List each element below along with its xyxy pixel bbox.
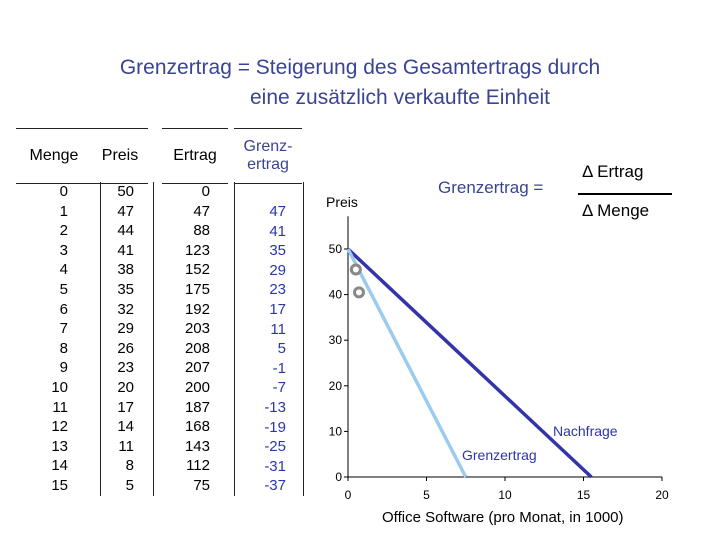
cell-ertrag: 0	[201, 183, 210, 200]
cell-menge: 2	[59, 222, 68, 240]
cell-grenzertrag: 29	[269, 261, 286, 279]
cell-menge: 9	[59, 359, 68, 377]
header-grenzertrag-line1: Grenz-	[243, 138, 293, 155]
cell-preis: 14	[117, 418, 134, 436]
cell-grenzertrag: 35	[269, 242, 286, 260]
cell-ertrag: 187	[184, 398, 210, 416]
slide-title-line1: Grenzertrag = Steigerung des Gesamtertrags durch	[119, 56, 601, 79]
cell-ertrag: 175	[184, 280, 210, 298]
cell-preis: 41	[117, 241, 134, 259]
cell-menge: 10	[51, 378, 68, 396]
cell-ertrag: 200	[184, 378, 210, 396]
formula-label: Grenzertrag =	[438, 178, 544, 197]
cell-menge: 7	[59, 320, 68, 338]
cell-menge: 6	[59, 300, 68, 318]
cell-grenzertrag: 5	[277, 340, 286, 358]
y-tick-label: 50	[328, 242, 342, 256]
slide-title-line2: eine zusätzlich verkaufte Einheit	[250, 86, 550, 109]
cell-menge: 15	[51, 476, 68, 494]
cell-preis: 47	[117, 202, 134, 220]
cell-preis: 20	[117, 378, 134, 396]
cell-preis: 23	[117, 359, 134, 377]
x-tick-label: 0	[344, 488, 352, 502]
x-tick-label: 5	[423, 488, 430, 502]
cell-preis: 5	[125, 476, 134, 494]
series-label-nachfrage: Nachfrage	[553, 423, 618, 439]
cell-preis: 38	[117, 261, 134, 279]
cell-menge: 13	[51, 437, 68, 455]
cell-menge: 0	[59, 183, 68, 200]
cell-grenzertrag: -7	[272, 379, 286, 397]
cell-preis: 11	[118, 437, 134, 455]
cell-grenzertrag: 17	[269, 300, 286, 318]
cell-grenzertrag: 47	[269, 203, 286, 220]
header-ertrag: Ertrag	[162, 128, 228, 184]
cell-ertrag: 123	[184, 241, 210, 259]
y-tick-label: 10	[328, 424, 342, 439]
cell-preis: 17	[117, 398, 134, 416]
x-tick-label: 20	[655, 488, 669, 502]
cell-grenzertrag: -31	[264, 457, 286, 475]
cell-menge: 8	[59, 339, 68, 357]
x-tick-label: 10	[498, 488, 512, 502]
nachfrage-line	[348, 249, 591, 477]
y-tick-label: 20	[328, 378, 342, 393]
cell-menge: 12	[51, 418, 68, 436]
grenzertrag-line	[348, 249, 466, 477]
cell-grenzertrag: -25	[264, 438, 286, 456]
cell-preis: 44	[117, 222, 134, 240]
cell-menge: 3	[59, 241, 68, 259]
cell-grenzertrag: -1	[272, 359, 286, 377]
formula-denominator: Δ Menge	[582, 201, 650, 220]
cell-ertrag: 208	[184, 339, 210, 357]
cell-grenzertrag: -19	[264, 418, 286, 436]
cell-preis: 50	[117, 183, 134, 200]
header-grenzertrag-line2: ertrag	[247, 156, 289, 173]
cell-ertrag: 207	[184, 359, 210, 377]
cell-ertrag: 47	[193, 202, 210, 220]
cell-grenzertrag: -13	[264, 398, 286, 416]
cell-menge: 5	[59, 280, 68, 298]
header-preis: Preis	[92, 128, 148, 184]
cell-menge: 14	[51, 457, 68, 475]
cell-grenzertrag: -37	[264, 477, 286, 495]
cell-ertrag: 143	[184, 437, 210, 455]
y-tick-label: 40	[328, 287, 342, 302]
data-point	[354, 288, 363, 297]
cell-preis: 29	[117, 320, 134, 338]
y-tick-label: 0	[335, 470, 342, 484]
formula-numerator: Δ Ertrag	[582, 162, 644, 181]
data-point	[351, 265, 360, 274]
cell-menge: 1	[59, 202, 68, 220]
cell-ertrag: 192	[184, 300, 210, 318]
x-axis-label: Office Software (pro Monat, in 1000)	[382, 509, 624, 526]
cell-ertrag: 152	[184, 261, 210, 279]
x-tick-label: 15	[576, 488, 591, 502]
cell-ertrag: 88	[193, 222, 210, 240]
cell-ertrag: 112	[186, 457, 210, 475]
cell-ertrag: 168	[184, 418, 210, 436]
cell-ertrag: 75	[193, 476, 210, 494]
y-tick-label: 30	[328, 333, 342, 348]
cell-ertrag: 203	[184, 320, 210, 338]
cell-grenzertrag: 41	[269, 222, 286, 240]
header-menge: Menge	[16, 128, 92, 184]
cell-grenzertrag: 11	[270, 320, 286, 338]
cell-menge: 4	[59, 261, 68, 279]
cell-preis: 26	[117, 339, 134, 357]
cell-preis: 8	[125, 457, 134, 475]
cell-preis: 32	[117, 300, 134, 318]
cell-preis: 35	[117, 280, 134, 298]
series-label-grenzertrag: Grenzertrag	[462, 447, 537, 463]
cell-menge: 11	[52, 398, 68, 416]
y-axis-label: Preis	[326, 194, 358, 210]
cell-grenzertrag: 23	[269, 281, 286, 299]
